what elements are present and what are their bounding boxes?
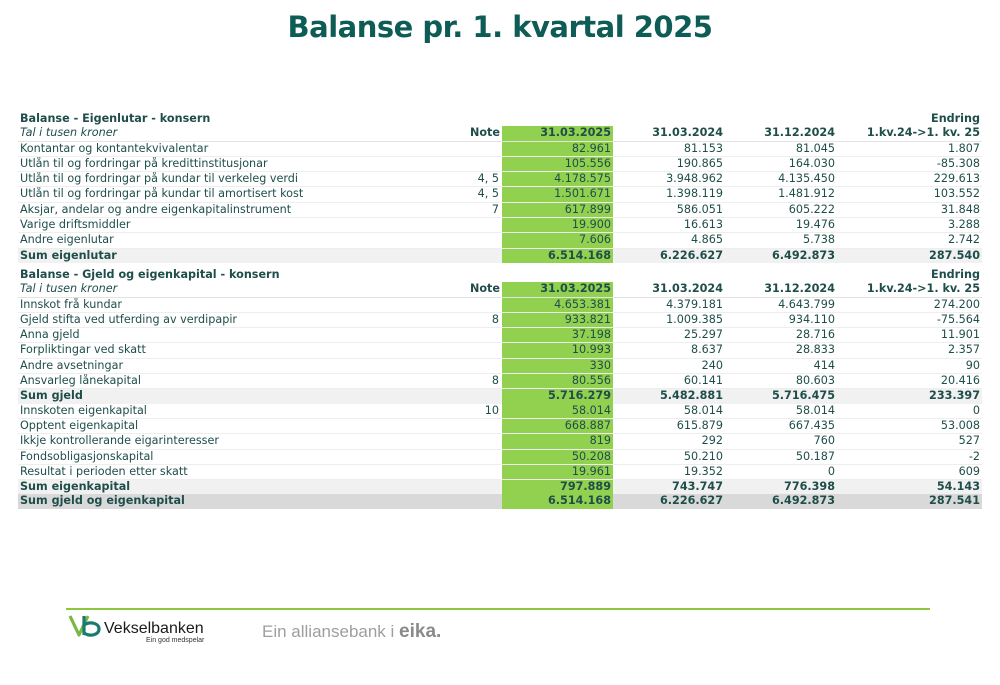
assets-table [18,112,982,263]
vekselbanken-logo-icon [68,613,102,639]
assets-header-row [18,112,982,126]
liabilities-section-title: Balanse - Gjeld og eigenkapital - konsern [20,268,280,281]
value-ye-2024: 80.603 [725,374,837,389]
row-note: 8 [458,312,502,327]
row-label: Ikkje kontrollerande eigarinteresser [18,434,458,449]
table-row [18,374,982,389]
value-q1-2025: 4.178.575 [502,172,613,187]
table-row [18,297,982,312]
value-q1-2025: 50.208 [502,449,613,464]
value-change: 31.848 [837,202,982,217]
value-q1-2025: 37.198 [502,328,613,343]
value-change: 2.357 [837,343,982,358]
value-q1-2024: 4.865 [613,233,725,248]
row-note [458,418,502,433]
value-ye-2024: 605.222 [725,202,837,217]
value-ye-2024: 19.476 [725,218,837,233]
grand-total-row [18,494,982,508]
value-q1-2025: 819 [502,434,613,449]
value-q1-2024: 6.226.627 [613,494,725,508]
value-change: 103.552 [837,187,982,202]
row-label: Sum gjeld [18,389,458,404]
table-row [18,202,982,217]
row-note [458,328,502,343]
value-ye-2024: 6.492.873 [725,494,837,508]
value-q1-2024: 190.865 [613,156,725,171]
value-ye-2024: 6.492.873 [725,248,837,263]
row-label: Forpliktingar ved skatt [18,343,458,358]
value-q1-2024: 6.226.627 [613,248,725,263]
assets-total-row [18,248,982,263]
table-row [18,172,982,187]
table-row [18,449,982,464]
table-row [18,156,982,171]
table-row [18,464,982,479]
row-label: Resultat i perioden etter skatt [18,464,458,479]
column-header-ye-2024: 31.12.2024 [725,126,837,141]
value-q1-2025: 6.514.168 [502,248,613,263]
column-header-q1-2025: 31.03.2025 [502,126,613,141]
row-label: Andre avsetningar [18,358,458,373]
debt-total-row [18,389,982,404]
column-header-q1-2024: 31.03.2024 [613,126,725,141]
column-header-q1-2025: 31.03.2025 [502,282,613,297]
value-ye-2024: 164.030 [725,156,837,171]
brand-tagline: Ein god medspelar [146,637,205,644]
row-note [458,358,502,373]
value-change: 53.008 [837,418,982,433]
value-change: 233.397 [837,389,982,404]
value-ye-2024: 28.716 [725,328,837,343]
value-ye-2024: 5.716.475 [725,389,837,404]
table-row [18,233,982,248]
value-q1-2025: 19.961 [502,464,613,479]
value-q1-2024: 81.153 [613,141,725,156]
column-header-ye-2024: 31.12.2024 [725,282,837,297]
value-ye-2024: 414 [725,358,837,373]
value-change: 54.143 [837,480,982,495]
value-q1-2024: 615.879 [613,418,725,433]
table-row [18,343,982,358]
row-label: Ansvarleg lånekapital [18,374,458,389]
value-q1-2025: 330 [502,358,613,373]
value-ye-2024: 934.110 [725,312,837,327]
value-change: 0 [837,404,982,419]
row-note [458,434,502,449]
value-change: -2 [837,449,982,464]
column-header-change: 1.kv.24->1. kv. 25 [837,282,982,297]
value-change: -85.308 [837,156,982,171]
liabilities-change-label: Endring [931,268,980,281]
table-row [18,328,982,343]
value-ye-2024: 4.643.799 [725,297,837,312]
assets-section-title: Balanse - Eigenlutar - konsern [20,112,211,125]
row-label: Utlån til og fordringar på kundar til amortisert kost [18,187,458,202]
value-ye-2024: 776.398 [725,480,837,495]
value-q1-2024: 60.141 [613,374,725,389]
value-q1-2024: 58.014 [613,404,725,419]
row-note [458,343,502,358]
row-note: 7 [458,202,502,217]
row-note: 4, 5 [458,172,502,187]
value-change: 11.901 [837,328,982,343]
assets-column-header-row [18,126,982,141]
value-q1-2024: 8.637 [613,343,725,358]
page-title: Balanse pr. 1. kvartal 2025 [287,10,713,44]
units-label: Tal i tusen kroner [18,282,458,297]
value-ye-2024: 760 [725,434,837,449]
table-row [18,404,982,419]
row-label: Anna gjeld [18,328,458,343]
value-q1-2025: 6.514.168 [502,494,613,508]
table-row [18,312,982,327]
table-row [18,141,982,156]
value-change: 90 [837,358,982,373]
liabilities-column-header-row [18,282,982,297]
row-label: Sum eigenkapital [18,480,458,495]
value-q1-2024: 240 [613,358,725,373]
value-q1-2024: 292 [613,434,725,449]
row-note [458,389,502,404]
row-note [458,156,502,171]
value-q1-2025: 7.606 [502,233,613,248]
row-note: 4, 5 [458,187,502,202]
value-q1-2024: 5.482.881 [613,389,725,404]
value-q1-2025: 668.887 [502,418,613,433]
row-note [458,449,502,464]
value-q1-2024: 3.948.962 [613,172,725,187]
row-label: Kontantar og kontantekvivalentar [18,141,458,156]
row-label: Varige driftsmiddler [18,218,458,233]
value-q1-2024: 19.352 [613,464,725,479]
value-change: 1.807 [837,141,982,156]
table-row [18,418,982,433]
value-q1-2025: 58.014 [502,404,613,419]
value-change: -75.564 [837,312,982,327]
footer-divider [66,608,930,610]
value-q1-2025: 10.993 [502,343,613,358]
row-note [458,480,502,495]
column-header-q1-2024: 31.03.2024 [613,282,725,297]
value-ye-2024: 0 [725,464,837,479]
value-ye-2024: 5.738 [725,233,837,248]
row-label: Gjeld stifta ved utferding av verdipapir [18,312,458,327]
alliance-text [262,621,441,643]
note-header: Note [458,282,502,297]
column-header-change: 1.kv.24->1. kv. 25 [837,126,982,141]
units-label: Tal i tusen kroner [18,126,458,141]
equity-total-row [18,480,982,495]
value-q1-2024: 4.379.181 [613,297,725,312]
table-row [18,218,982,233]
row-label: Sum gjeld og eigenkapital [18,494,458,508]
row-label: Andre eigenlutar [18,233,458,248]
value-q1-2024: 25.297 [613,328,725,343]
row-label: Utlån til og fordringar på kundar til verkeleg verdi [18,172,458,187]
table-row [18,358,982,373]
note-header: Note [458,126,502,141]
value-change: 2.742 [837,233,982,248]
row-label: Innskoten eigenkapital [18,404,458,419]
row-label: Utlån til og fordringar på kredittinstitusjonar [18,156,458,171]
row-note [458,218,502,233]
value-q1-2025: 80.556 [502,374,613,389]
brand-name: Vekselbanken [104,620,204,637]
value-q1-2024: 1.398.119 [613,187,725,202]
value-ye-2024: 667.435 [725,418,837,433]
value-change: 3.288 [837,218,982,233]
value-ye-2024: 50.187 [725,449,837,464]
value-q1-2025: 617.899 [502,202,613,217]
row-label: Fondsobligasjonskapital [18,449,458,464]
value-q1-2025: 797.889 [502,480,613,495]
value-ye-2024: 81.045 [725,141,837,156]
value-change: 287.541 [837,494,982,508]
value-change: 527 [837,434,982,449]
row-label: Opptent eigenkapital [18,418,458,433]
value-q1-2025: 933.821 [502,312,613,327]
row-label: Aksjar, andelar og andre eigenkapitalinstrument [18,202,458,217]
table-row [18,434,982,449]
row-note [458,297,502,312]
row-note [458,141,502,156]
value-q1-2025: 82.961 [502,141,613,156]
value-q1-2025: 4.653.381 [502,297,613,312]
assets-change-label: Endring [931,112,980,125]
liabilities-header-row [18,268,982,282]
table-row [18,187,982,202]
value-change: 287.540 [837,248,982,263]
liabilities-table [18,268,982,509]
eika-logo: eika. [399,621,442,642]
value-ye-2024: 28.833 [725,343,837,358]
value-q1-2024: 743.747 [613,480,725,495]
value-q1-2024: 16.613 [613,218,725,233]
row-note: 8 [458,374,502,389]
value-q1-2025: 5.716.279 [502,389,613,404]
value-change: 609 [837,464,982,479]
value-change: 20.416 [837,374,982,389]
row-note [458,464,502,479]
value-q1-2025: 105.556 [502,156,613,171]
row-label: Sum eigenlutar [18,248,458,263]
value-q1-2024: 1.009.385 [613,312,725,327]
value-ye-2024: 4.135.450 [725,172,837,187]
value-ye-2024: 1.481.912 [725,187,837,202]
value-q1-2025: 1.501.671 [502,187,613,202]
row-note: 10 [458,404,502,419]
row-note [458,233,502,248]
row-note [458,494,502,508]
row-note [458,248,502,263]
value-q1-2024: 586.051 [613,202,725,217]
row-label: Innskot frå kundar [18,297,458,312]
alliance-label: Ein alliansebank i [262,622,395,641]
value-q1-2025: 19.900 [502,218,613,233]
value-change: 274.200 [837,297,982,312]
value-change: 229.613 [837,172,982,187]
value-ye-2024: 58.014 [725,404,837,419]
value-q1-2024: 50.210 [613,449,725,464]
